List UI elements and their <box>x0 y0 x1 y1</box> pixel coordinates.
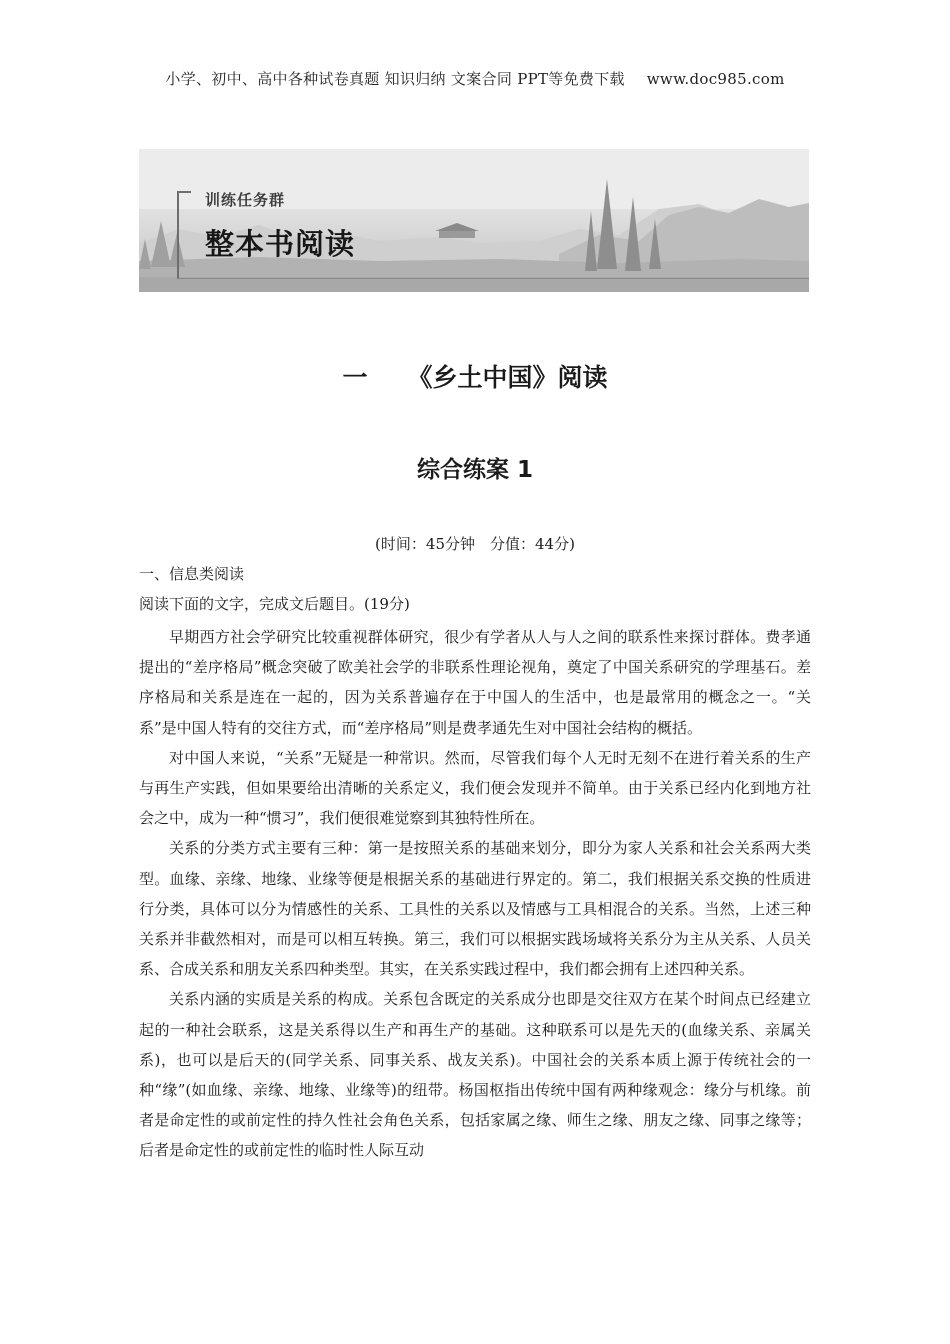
header-site-link[interactable]: www.doc985.com <box>646 70 785 88</box>
reading-instruction: 阅读下面的文字，完成文后题目。(19分) <box>139 595 410 613</box>
paragraph: 对中国人来说，“关系”无疑是一种常识。然而，尽管我们每个人无时无刻不在进行着关系的生产与再生产实践，但如果要给出清晰的关系定义，我们便会发现并不简单。由于关系已经内化到地方社会之中，成为一种“惯习”，我们便很难觉察到其独特性所在。 <box>139 748 811 828</box>
time-score-info: (时间：45分钟 分值：44分) <box>375 535 575 553</box>
chapter-name: 《乡土中国》阅读 <box>407 363 608 392</box>
reading-passage <box>139 622 811 1166</box>
section-heading: 一、信息类阅读 <box>139 565 245 583</box>
banner-subtitle: 训练任务群 <box>205 191 286 209</box>
banner-frame-tick <box>177 191 191 193</box>
banner-title: 整本书阅读 <box>205 227 356 261</box>
paragraph: 关系的分类方式主要有三种：第一是按照关系的基础来划分，即分为家人关系和社会关系两大类型。血缘、亲缘、地缘、业缘等便是根据关系的基础进行界定的。第二，我们根据关系交换的性质进行分类，具体可以分为情感性的关系、工具性的关系以及情感与工具相混合的关系。当然，上述三种关系并非截然相对，而是可以相互转换。第三，我们可以根据实践场域将关系分为主从关系、人员关系、合成关系和朋友关系四种类型。其实，在关系实践过程中，我们都会拥有上述四种关系。 <box>139 839 811 979</box>
page-header <box>0 68 950 89</box>
paragraph: 早期西方社会学研究比较重视群体研究，很少有学者从人与人之间的联系性来探讨群体。费孝通提出的“差序格局”概念突破了欧美社会学的非联系性理论视角，奠定了中国关系研究的学理基石。差序格局和关系是连在一起的，因为关系普遍存在于中国人的生活中，也是最常用的概念之一。“关系”是中国人特有的交往方式，而“差序格局”则是费孝通先生对中国社会结构的概括。 <box>139 628 811 737</box>
chapter-number: 一 <box>342 363 368 392</box>
header-text: 小学、初中、高中各种试卷真题 知识归纳 文案合同 PPT等免费下载 <box>165 70 625 88</box>
chapter-title <box>0 358 950 394</box>
exercise-title: 综合练案 1 <box>416 457 533 483</box>
section-banner <box>139 149 809 292</box>
paragraph: 关系内涵的实质是关系的构成。关系包含既定的关系成分也即是交往双方在某个时间点已经建立起的一种社会联系，这是关系得以生产和再生产的基础。这种联系可以是先天的(血缘关系、亲属关系)，也可以是后天的(同学关系、同事关系、战友关系)。中国社会的关系本质上源于传统社会的一种“缘”(如血缘、亲缘、地缘、业缘等)的纽带。杨国枢指出传统中国有两种缘观念：缘分与机缘。前者是命定性的或前定性的持久性社会角色关系，包括家属之缘、师生之缘、朋友之缘、同事之缘等；后者是命定性的或前定性的临时性人际互动 <box>139 990 811 1160</box>
